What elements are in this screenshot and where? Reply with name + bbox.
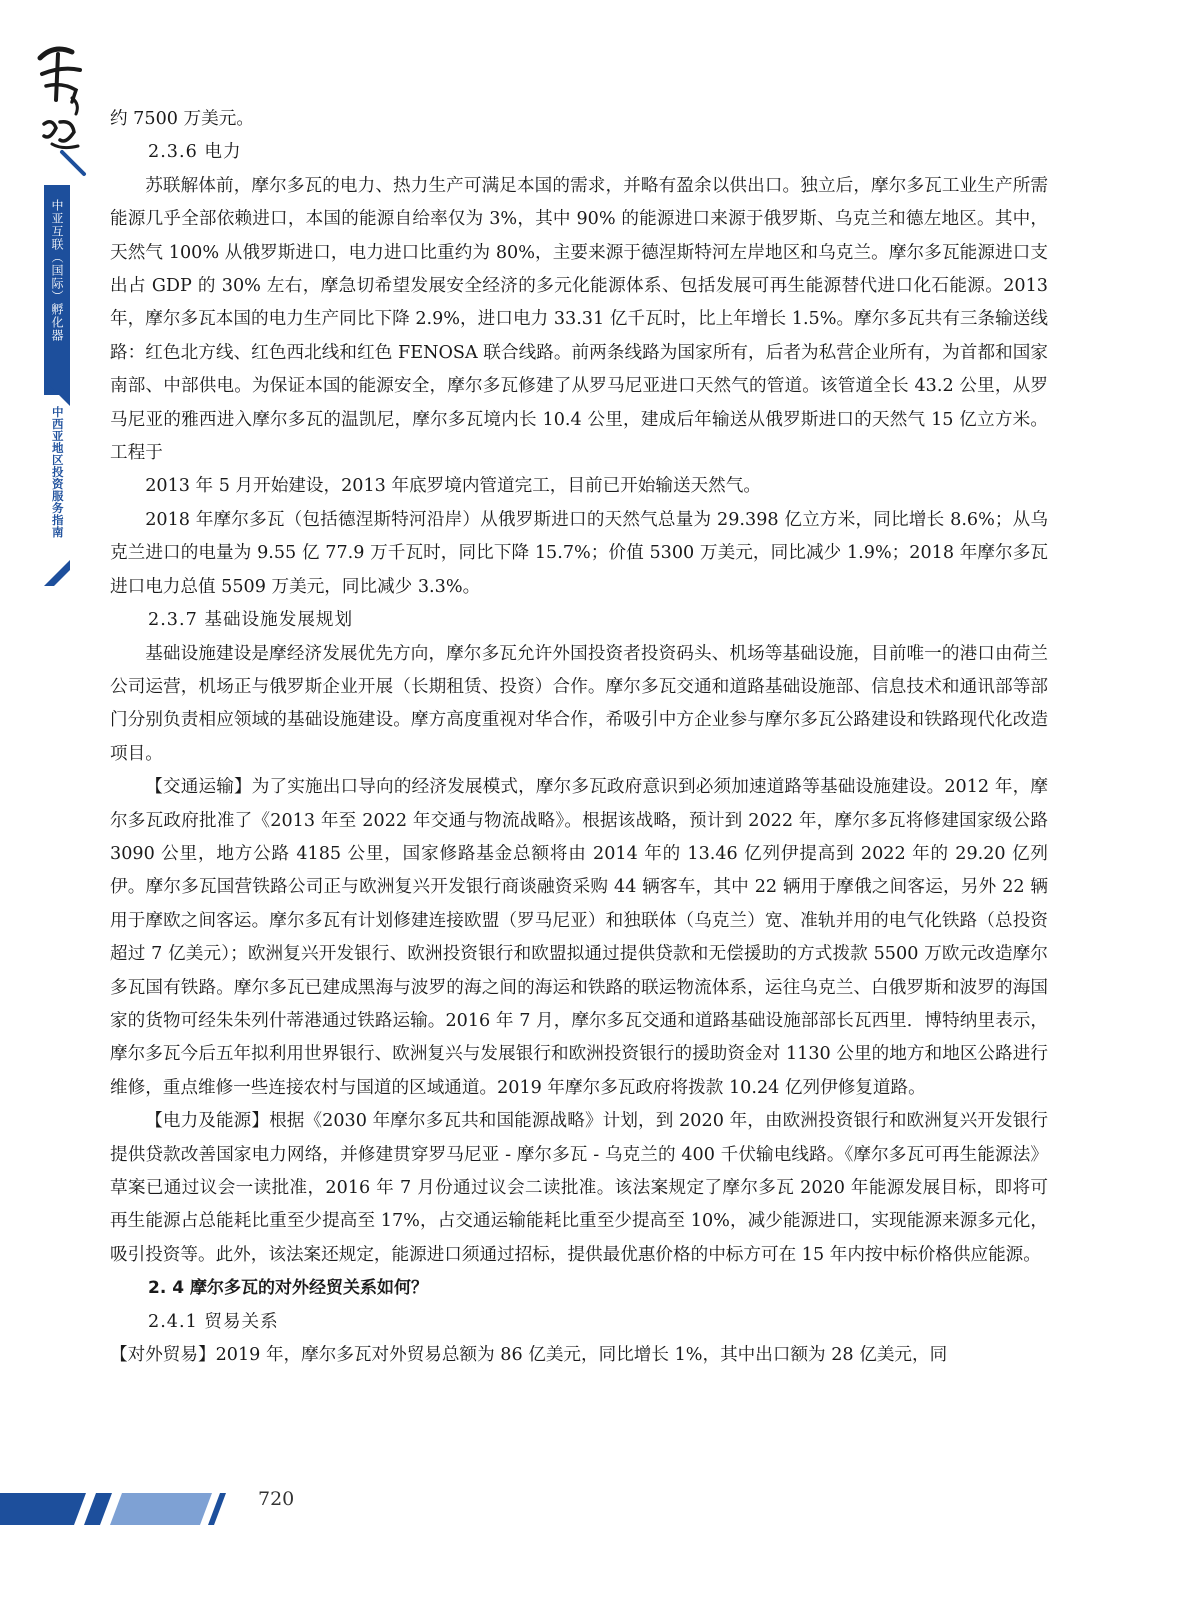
text-foreign-trade: 2019 年，摩尔多瓦对外贸易总额为 86 亿美元，同比增长 1%，其中出口额为 28 亿美元，同	[215, 1345, 948, 1366]
paragraph-2018-imports: 2018 年摩尔多瓦（包括德涅斯特河沿岸）从俄罗斯进口的天然气总量为 29.398 亿立方米，同比增长 8.6%；从乌克兰进口的电量为 9.55 亿 77.9 万千瓦时，同比下降 15.7%；价值 5300 万美元，同比减少 1.9%；2018 年摩尔多瓦进口电力总值 5509 万美元，同比减少 3.3%。	[110, 509, 1048, 597]
section-heading-2-4: 2. 4 摩尔多瓦的对外经贸关系如何？	[148, 1278, 428, 1299]
label-power-energy: 【电力及能源】	[145, 1111, 270, 1132]
text-power-energy: 根据《2030 年摩尔多瓦共和国能源战略》计划，到 2020 年，由欧洲投资银行和欧洲复兴开发银行提供贷款改善国家电力网络，并修建贯穿罗马尼亚 - 摩尔多瓦 - 乌克兰的 400 千伏输电线路。《摩尔多瓦可再生能源法》草案已通过议会一读批准，2016 年 7 月份通过议会二读批准。该法案规定了摩尔多瓦 2020 年能源发展目标，即将可再生能源占总能耗比重至少提高至 17%，占交通运输能耗比重至少提高至 10%，减少能源进口，实现能源来源多元化，吸引投资等。此外，该法案还规定，能源进口须通过招标，提供最优惠价格的中标方可在 15 年内按中标价格供应能源。	[110, 1111, 1048, 1265]
sidebar-band-incubator	[44, 185, 70, 395]
text-transport: 为了实施出口导向的经济发展模式，摩尔多瓦政府意识到必须加速道路等基础设施建设。2012 年，摩尔多瓦政府批准了《2013 年至 2022 年交通与物流战略》。根据该战略，预计到 2022 年，摩尔多瓦将修建国家级公路 3090 公里，地方公路 4185 公里，国家修路基金总额将由 2014 年的 13.46 亿列伊提高到 2022 年的 29.20 亿列伊。摩尔多瓦国营铁路公司正与欧洲复兴开发银行商谈融资采购 44 辆客车，其中 22 辆用于摩俄之间客运，另外 22 辆用于摩欧之间客运。摩尔多瓦有计划修建连接欧盟（罗马尼亚）和独联体（乌克兰）宽、准轨并用的电气化铁路（总投资超过 7 亿美元）；欧洲复兴开发银行、欧洲投资银行和欧盟拟通过提供贷款和无偿援助的方式拨款 5500 万欧元改造摩尔多瓦国有铁路。摩尔多瓦已建成黑海与波罗的海之间的海运和铁路的联运物流体系，运往乌克兰、白俄罗斯和波罗的海国家的货物可经朱朱列什蒂港通过铁路运输。2016 年 7 月，摩尔多瓦交通和道路基础设施部部长瓦西里．博特纳里表示，摩尔多瓦今后五年拟利用世界银行、欧洲复兴与发展银行和欧洲投资银行的援助资金对 1130 公里的地方和地区公路进行维修，重点维修一些连接农村与国道的区域通道。2019 年摩尔多瓦政府将拨款 10.24 亿列伊修复道路。	[110, 777, 1048, 1098]
paragraph-transport	[110, 771, 1048, 1105]
paragraph-foreign-trade	[110, 1339, 1048, 1372]
paragraph-power-energy	[110, 1105, 1048, 1272]
main-content	[110, 103, 1048, 1372]
footer-stripes	[0, 1483, 1178, 1533]
paragraph-electricity: 苏联解体前，摩尔多瓦的电力、热力生产可满足本国的需求，并略有盈余以供出口。独立后，摩尔多瓦工业生产所需能源几乎全部依赖进口，本国的能源自给率仅为 3%，其中 90% 的能源进口来源于俄罗斯、乌克兰和德左地区。其中，天然气 100% 从俄罗斯进口，电力进口比重约为 80%，主要来源于德涅斯特河左岸地区和乌克兰。摩尔多瓦能源进口支出占 GDP 的 30% 左右，摩急切希望发展安全经济的多元化能源体系、包括发展可再生能源替代进口化石能源。2013 年，摩尔多瓦本国的电力生产同比下降 2.9%，进口电力 33.31 亿千瓦时，比上年增长 1.5%。摩尔多瓦共有三条输送线路：红色北方线、红色西北线和红色 FENOSA 联合线路。前两条线路为国家所有，后者为私营企业所有，为首都和国家南部、中部供电。为保证本国的能源安全，摩尔多瓦修建了从罗马尼亚进口天然气的管道。该管道全长 43.2 公里，从罗马尼亚的雅西进入摩尔多瓦的温凯尼，摩尔多瓦境内长 10.4 公里，建成后年输送从俄罗斯进口的天然气 15 亿立方米。工程于	[110, 175, 1048, 464]
label-foreign-trade: 【对外贸易】	[110, 1345, 216, 1366]
paragraph-pipeline: 2013 年 5 月开始建设，2013 年底罗境内管道完工，目前已开始输送天然气。	[145, 476, 761, 497]
label-transport: 【交通运输】	[145, 777, 252, 798]
sidebar-band-guide	[44, 400, 70, 575]
section-heading-2-3-6: 2.3.6 电力	[148, 142, 242, 163]
page-number: 720	[258, 1488, 295, 1510]
sidebar-label-incubator: 中亚互联（国际）孵化器	[50, 199, 64, 342]
band-notch-decoration-lower	[44, 560, 70, 586]
paragraph-infrastructure: 基础设施建设是摩经济发展优先方向，摩尔多瓦允许外国投资者投资码头、机场等基础设施，目前唯一的港口由荷兰公司运营，机场正与俄罗斯企业开展（长期租赁、投资）合作。摩尔多瓦交通和道路基础设施部、信息技术和通讯部等部门分别负责相应领域的基础设施建设。摩方高度重视对华合作，希吸引中方企业参与摩尔多瓦公路建设和铁路现代化改造项目。	[110, 643, 1048, 764]
paragraph-continuation: 约 7500 万美元。	[110, 109, 254, 129]
sidebar-label-guide: 中西亚地区投资服务指南	[50, 406, 65, 538]
section-heading-2-3-7: 2.3.7 基础设施发展规划	[148, 610, 354, 631]
brand-logo	[32, 40, 92, 180]
section-heading-2-4-1: 2.4.1 贸易关系	[148, 1311, 279, 1332]
